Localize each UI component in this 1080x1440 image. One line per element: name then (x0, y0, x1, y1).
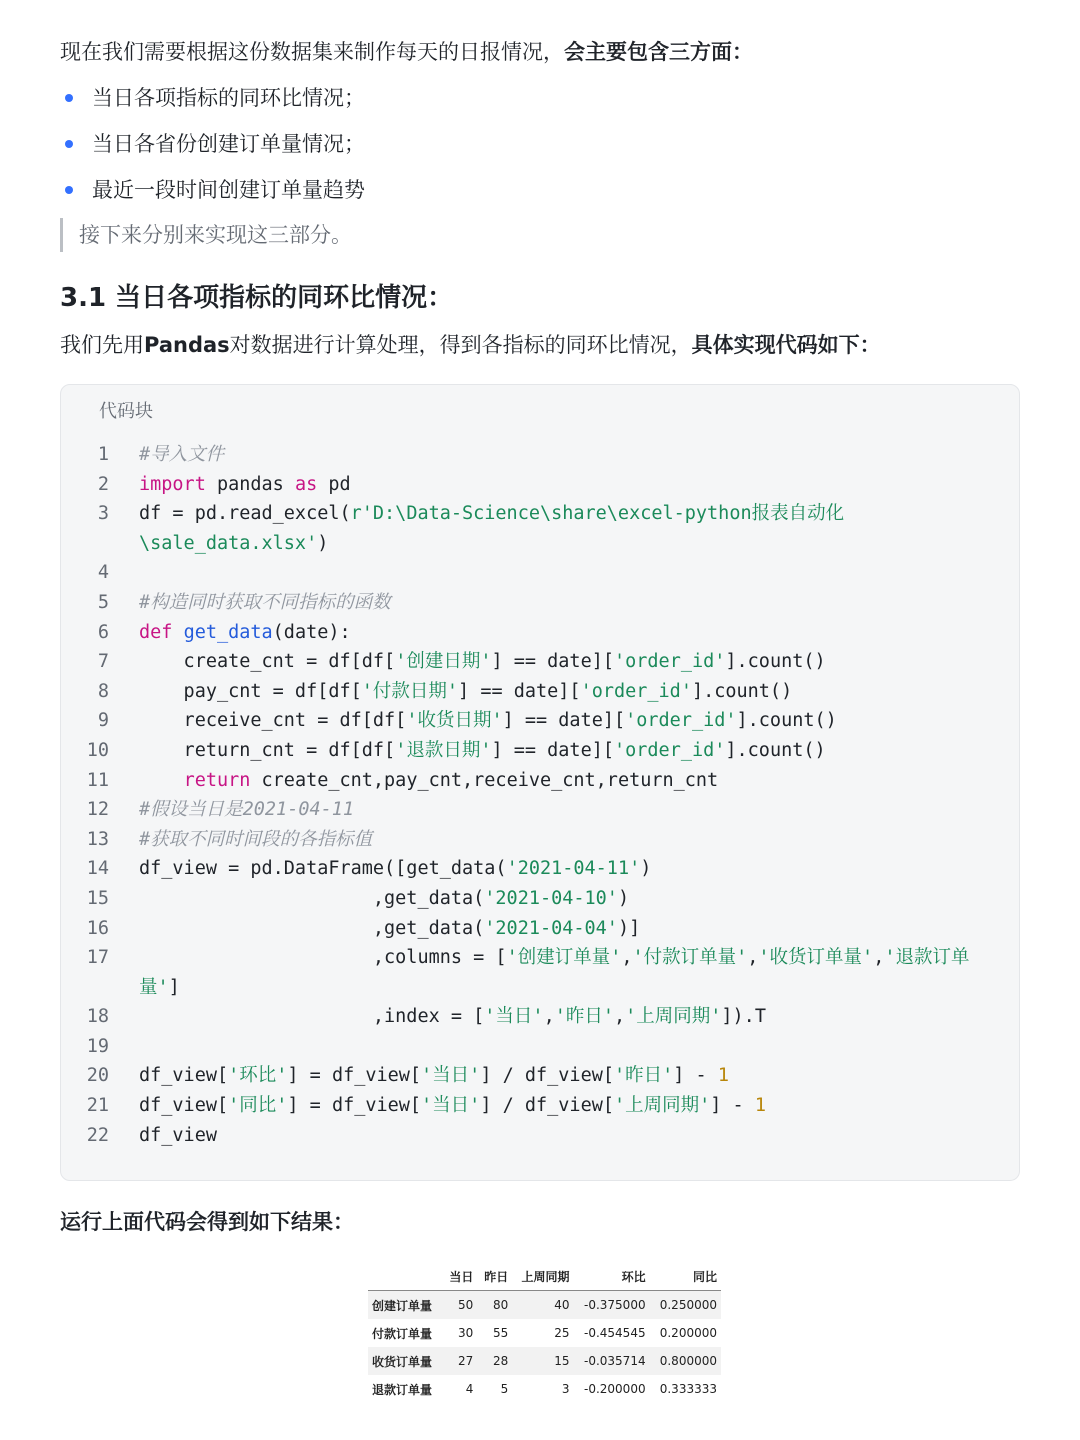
code-text (109, 973, 180, 1003)
code-token: df = pd.read_excel( (139, 503, 351, 525)
code-token: ].count() (725, 739, 826, 761)
code-token: ,get_data( (139, 917, 485, 939)
code-text (109, 1002, 766, 1032)
code-line (61, 943, 1021, 973)
code-token: ] / df_view[ (480, 1065, 614, 1087)
code-token: '创建订单量' (506, 947, 622, 969)
table-cell: 15 (554, 1354, 570, 1368)
code-token: ].count() (725, 651, 826, 673)
line-number: 1 (97, 444, 109, 465)
code-line (61, 558, 1021, 588)
code-text (109, 440, 224, 470)
code-line (61, 766, 1021, 796)
line-number (61, 529, 109, 559)
column-header (368, 1262, 442, 1291)
line-number: 4 (97, 562, 109, 584)
code-token: #假设当日是2021-04-11 (139, 799, 355, 821)
code-text (109, 914, 640, 944)
table-cell: 40 (554, 1298, 570, 1312)
desc-text-1: 我们先用 (60, 333, 144, 357)
code-token (139, 770, 184, 791)
bullet-list (60, 82, 365, 220)
code-token: , (873, 947, 885, 969)
line-number (61, 973, 109, 1003)
code-token: 'order_id' (580, 680, 692, 702)
code-token: receive_cnt = df[df[ (139, 710, 407, 732)
column-header: 上周同期 (512, 1262, 573, 1291)
table-cell: -0.200000 (584, 1382, 646, 1396)
code-token: 1 (717, 1065, 729, 1087)
line-number: 11 (86, 769, 109, 791)
code-text (109, 1091, 766, 1121)
table-cell: 0.250000 (659, 1298, 717, 1312)
code-token: 1 (754, 1095, 766, 1117)
column-header: 同比 (650, 1262, 721, 1291)
table-row (368, 1319, 721, 1347)
code-token: ] == date][ (502, 710, 626, 732)
code-token: ] (168, 976, 180, 998)
table-row (368, 1347, 721, 1375)
line-number: 17 (86, 947, 109, 969)
code-token: ) (617, 887, 630, 909)
code-token: 'order_id' (614, 739, 726, 761)
code-line (61, 706, 1021, 736)
line-number: 21 (86, 1095, 109, 1117)
code-token: , (747, 947, 759, 969)
bullet-dot-icon (65, 94, 73, 102)
code-text (109, 558, 139, 588)
code-token: '2021-04-11' (506, 858, 641, 880)
table-cell: -0.454545 (584, 1326, 646, 1340)
code-token: df_view (139, 1124, 217, 1146)
bullet-text: 当日各项指标的同环比情况； (92, 86, 365, 110)
table-header-row (368, 1262, 721, 1291)
code-text (109, 1121, 217, 1151)
bullet-item (60, 82, 365, 128)
code-token: get_data (183, 621, 273, 643)
code-text (109, 618, 351, 648)
code-line (61, 973, 1021, 1003)
bullet-text: 当日各省份创建订单量情况； (92, 132, 365, 156)
code-token: '同比' (228, 1095, 288, 1117)
code-token: , (613, 1006, 626, 1028)
column-header: 昨日 (477, 1262, 512, 1291)
row-label: 创建订单量 (372, 1298, 433, 1313)
code-text (109, 825, 372, 855)
code-line (61, 677, 1021, 707)
code-token: df_view = pd.DataFrame([get_data( (139, 858, 507, 880)
code-token: (date): (272, 621, 351, 643)
line-number: 9 (97, 710, 109, 732)
code-token: ] = df_view[ (287, 1065, 422, 1087)
table-cell: 30 (458, 1326, 474, 1340)
code-token: return (183, 769, 251, 791)
code-text (109, 795, 354, 825)
code-line (61, 529, 1021, 559)
code-line (61, 736, 1021, 766)
code-token: 'order_id' (625, 710, 737, 732)
code-text (109, 854, 651, 884)
code-token: ,index = [ (139, 1006, 485, 1028)
code-token: create_cnt = df[df[ (139, 651, 396, 673)
code-text (109, 766, 718, 796)
code-token: '2021-04-04' (484, 917, 618, 939)
code-token: ] / df_view[ (480, 1095, 614, 1117)
line-number: 13 (86, 828, 109, 850)
code-token: def (139, 621, 173, 643)
desc-bold-2: 具体实现代码如下： (691, 333, 881, 357)
code-token: ] - (673, 1065, 718, 1087)
intro-paragraph (60, 36, 1040, 68)
table-cell: 0.800000 (659, 1354, 717, 1368)
code-token: '昨日' (554, 1006, 614, 1028)
blockquote: 接下来分别来实现这三部分。 (60, 218, 352, 252)
column-header: 环比 (574, 1262, 650, 1291)
code-token: df_view[ (139, 1095, 229, 1117)
line-number: 15 (86, 887, 109, 909)
code-line (61, 588, 1021, 618)
code-token: ) (317, 532, 329, 554)
code-token: '当日' (484, 1006, 544, 1028)
row-label: 付款订单量 (372, 1326, 433, 1341)
code-text (109, 884, 629, 914)
row-label: 收货订单量 (372, 1354, 433, 1369)
code-token: \sale_data.xlsx' (139, 532, 318, 554)
line-number: 10 (86, 739, 109, 761)
bullet-dot-icon (65, 186, 73, 194)
column-header: 当日 (442, 1262, 477, 1291)
code-line (61, 1121, 1021, 1151)
table-cell: 5 (500, 1382, 509, 1396)
code-token: df_view[ (139, 1065, 229, 1087)
table-cell: 0.200000 (659, 1326, 717, 1340)
code-text (109, 1032, 139, 1062)
section-heading: 3.1 当日各项指标的同环比情况： (60, 283, 454, 313)
table-row (368, 1375, 721, 1403)
code-token: r'D:\Data-Science\share\excel-python报表自动化 (350, 503, 845, 525)
code-token: ].count() (736, 710, 837, 732)
line-number: 14 (86, 858, 109, 880)
table-cell: 25 (554, 1326, 570, 1340)
intro-bold: 会主要包含三方面： (564, 40, 753, 64)
code-token: '退款订单 (884, 947, 970, 969)
code-text (109, 943, 969, 973)
line-number: 19 (86, 1035, 109, 1057)
table-cell: 55 (493, 1326, 509, 1340)
code-line (61, 1002, 1021, 1032)
code-token: '当日' (421, 1065, 481, 1087)
code-token: '退款日期' (395, 739, 492, 761)
code-text (109, 647, 826, 677)
line-number: 22 (86, 1124, 109, 1146)
code-token: ].count() (691, 680, 793, 702)
line-number: 7 (97, 651, 109, 673)
table-cell: 50 (458, 1298, 474, 1312)
code-token: 量' (139, 976, 169, 998)
code-token: ,columns = [ (139, 947, 507, 969)
line-number: 12 (86, 799, 109, 821)
code-token: )] (617, 917, 641, 939)
code-text (109, 1061, 729, 1091)
code-text (109, 499, 844, 529)
code-token: '昨日' (613, 1065, 674, 1087)
table-cell: -0.375000 (584, 1298, 646, 1312)
code-token: ] == date][ (458, 680, 581, 702)
code-token: '上周同期' (613, 1095, 711, 1117)
code-token: '收货日期' (406, 710, 503, 732)
code-line (61, 1032, 1021, 1062)
code-token: ]).T (721, 1006, 766, 1028)
code-token: pd (317, 473, 351, 495)
code-content[interactable] (61, 440, 1021, 1150)
code-line (61, 825, 1021, 855)
table-cell: 27 (458, 1354, 474, 1368)
code-text (109, 706, 837, 736)
code-text (109, 588, 391, 618)
code-token: '当日' (421, 1095, 481, 1117)
bullet-dot-icon (65, 140, 73, 148)
code-token: ) (640, 858, 652, 880)
code-token: '付款日期' (361, 680, 459, 702)
code-token: #获取不同时间段的各指标值 (139, 828, 373, 850)
line-number: 8 (97, 680, 109, 702)
table-cell: 3 (561, 1382, 570, 1396)
code-text (109, 529, 328, 559)
result-heading: 运行上面代码会得到如下结果： (60, 1210, 354, 1234)
code-token: '创建日期' (395, 651, 492, 673)
code-line (61, 795, 1021, 825)
table-cell: 28 (493, 1354, 509, 1368)
code-token: '上周同期' (625, 1006, 722, 1028)
code-token: import (139, 473, 206, 495)
line-number: 2 (97, 473, 109, 495)
desc-text-2: 对数据进行计算处理，得到各指标的同环比情况， (229, 333, 692, 357)
code-token: return_cnt = df[df[ (139, 739, 396, 761)
line-number: 3 (97, 503, 109, 525)
code-block[interactable] (60, 384, 1020, 1181)
code-line (61, 884, 1021, 914)
line-number: 18 (86, 1006, 109, 1028)
code-line (61, 1091, 1021, 1121)
code-token: pandas (205, 473, 295, 495)
code-token: ] == date][ (491, 739, 614, 761)
row-label: 退款订单量 (372, 1382, 433, 1397)
code-token (172, 622, 183, 643)
desc-bold-1: Pandas (144, 333, 230, 357)
code-text (109, 736, 826, 766)
code-line (61, 1061, 1021, 1091)
code-token: 'order_id' (614, 651, 726, 673)
code-token: ] - (710, 1095, 755, 1117)
code-token: '2021-04-10' (484, 887, 618, 909)
code-token: ,get_data( (139, 887, 485, 909)
code-token: , (543, 1006, 555, 1028)
table-cell: 80 (493, 1298, 509, 1312)
code-line (61, 618, 1021, 648)
code-token: '付款订单量' (632, 947, 748, 969)
code-line (61, 647, 1021, 677)
line-number: 6 (97, 621, 109, 643)
code-token: pay_cnt = df[df[ (139, 680, 362, 702)
line-number: 16 (86, 917, 109, 939)
code-line (61, 914, 1021, 944)
code-block-title: 代码块 (99, 401, 153, 422)
code-token: #构造同时获取不同指标的函数 (139, 591, 391, 613)
table-cell: 4 (465, 1382, 474, 1396)
line-number: 20 (86, 1065, 109, 1087)
code-token: #导入文件 (139, 444, 225, 465)
code-token: create_cnt,pay_cnt,receive_cnt,return_cnt (250, 769, 719, 791)
table-cell: -0.035714 (584, 1354, 646, 1368)
code-line (61, 440, 1021, 470)
bullet-item (60, 128, 365, 174)
code-token: , (621, 947, 633, 969)
intro-text: 现在我们需要根据这份数据集来制作每天的日报情况， (60, 40, 564, 64)
code-line (61, 499, 1021, 529)
code-token: '环比' (228, 1065, 288, 1087)
code-line (61, 854, 1021, 884)
code-text (109, 677, 792, 707)
bullet-item (60, 174, 365, 220)
code-token: ] = df_view[ (287, 1095, 422, 1117)
bullet-text: 最近一段时间创建订单量趋势 (92, 178, 365, 202)
code-token: as (294, 473, 318, 495)
code-token: '收货订单量' (758, 947, 874, 969)
result-table (368, 1262, 721, 1403)
table-row (368, 1291, 721, 1320)
description-paragraph (60, 328, 881, 362)
code-line (61, 470, 1021, 500)
line-number: 5 (97, 591, 109, 613)
table-cell: 0.333333 (659, 1382, 717, 1396)
code-token: ] == date][ (491, 651, 614, 673)
code-text (109, 470, 351, 500)
